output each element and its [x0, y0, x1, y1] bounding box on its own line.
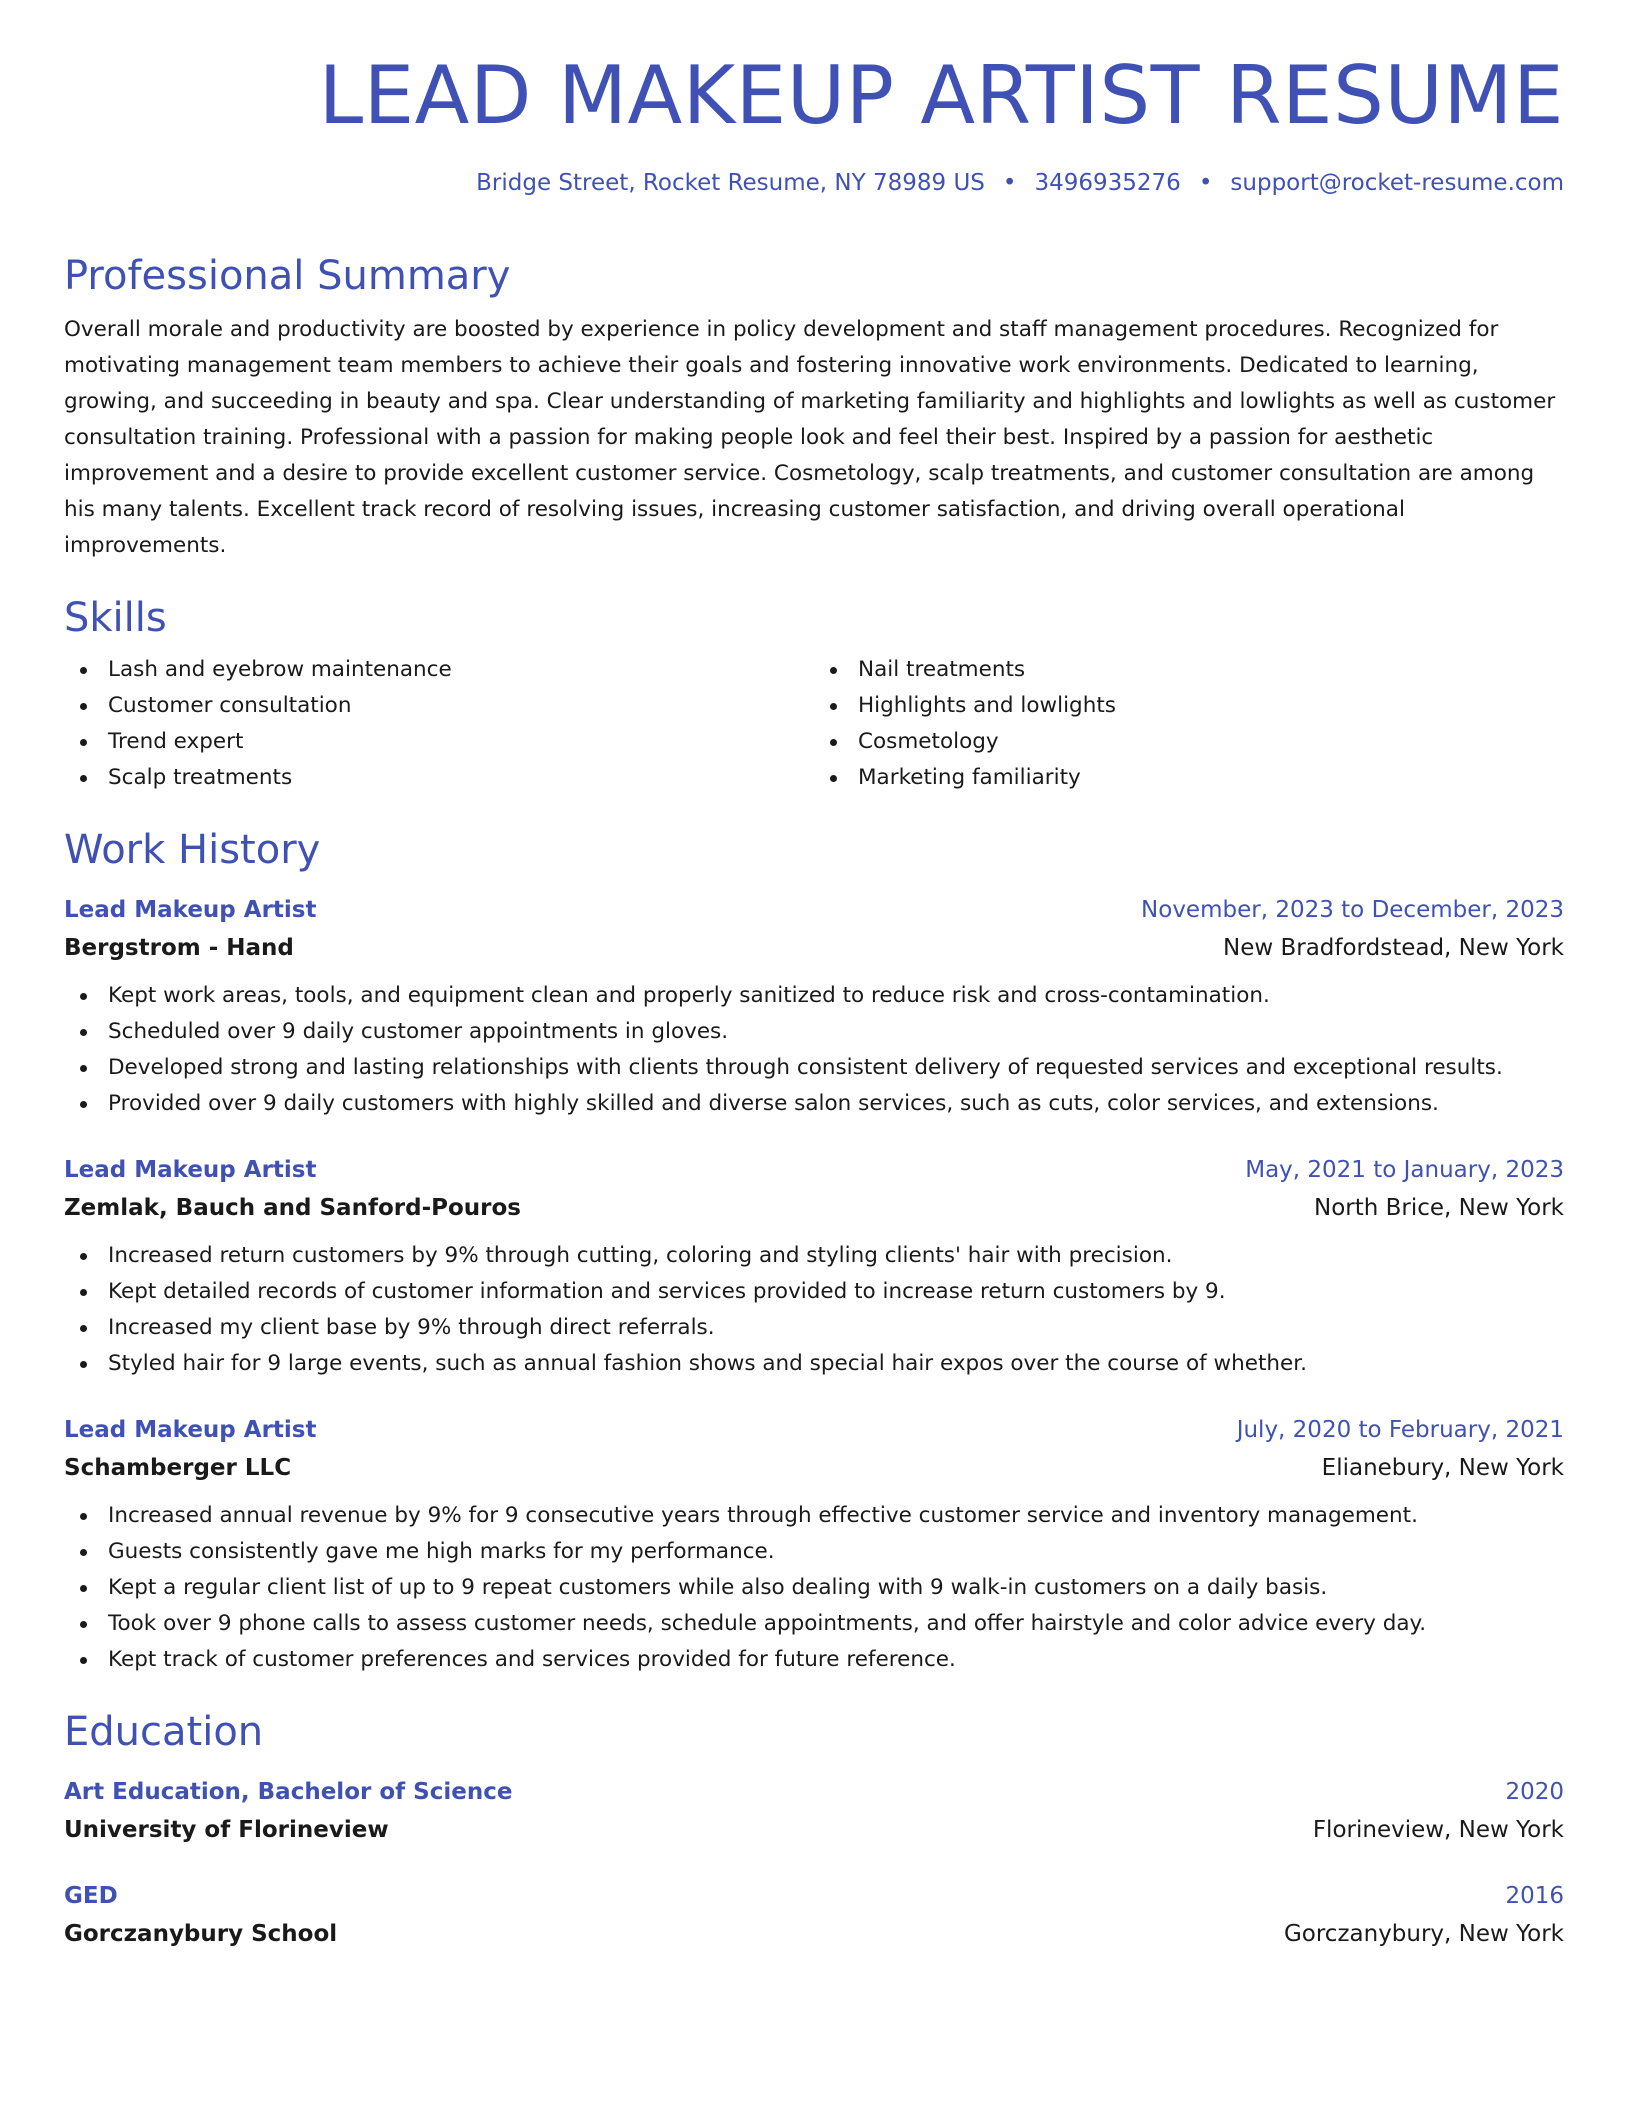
contact-email: support@rocket-resume.com: [1230, 170, 1564, 196]
skill-item: Cosmetology: [814, 724, 1564, 760]
job-company: Schamberger LLC: [64, 1455, 292, 1481]
job-role: Lead Makeup Artist: [64, 1417, 317, 1443]
education-location: Florineview, New York: [1312, 1817, 1564, 1843]
job-dates: November, 2023 to December, 2023: [1141, 897, 1564, 923]
skill-item: Nail treatments: [814, 652, 1564, 688]
job-dates: July, 2020 to February, 2021: [1236, 1417, 1564, 1443]
education-school: University of Florineview: [64, 1817, 389, 1843]
job-bullet: Kept detailed records of customer information and services provided to increase return customers by 9.: [64, 1274, 1564, 1310]
contact-line: [64, 170, 1564, 196]
contact-separator: •: [1198, 170, 1213, 196]
skill-item: Highlights and lowlights: [814, 688, 1564, 724]
skill-item: Lash and eyebrow maintenance: [64, 652, 814, 688]
skills-column-left: [64, 652, 814, 796]
job-bullets: [64, 1238, 1564, 1382]
job-entry: [64, 892, 1564, 1122]
education-year: 2016: [1505, 1883, 1564, 1909]
job-role: Lead Makeup Artist: [64, 1157, 317, 1183]
job-bullet: Kept work areas, tools, and equipment clean and properly sanitized to reduce risk and cross-contamination.: [64, 978, 1564, 1014]
job-location: North Brice, New York: [1313, 1195, 1564, 1221]
education-entry: [64, 1774, 1564, 1850]
education-degree: Art Education, Bachelor of Science: [64, 1779, 513, 1805]
job-bullet: Kept track of customer preferences and services provided for future reference.: [64, 1642, 1564, 1678]
summary-heading: Professional Summary: [64, 253, 511, 299]
job-dates: May, 2021 to January, 2023: [1245, 1157, 1564, 1183]
job-location: Elianebury, New York: [1321, 1455, 1564, 1481]
job-bullets: [64, 978, 1564, 1122]
contact-address: Bridge Street, Rocket Resume, NY 78989 US: [476, 170, 985, 196]
education-school: Gorczanybury School: [64, 1921, 338, 1947]
job-role: Lead Makeup Artist: [64, 897, 317, 923]
skill-item: Customer consultation: [64, 688, 814, 724]
skill-item: Marketing familiarity: [814, 760, 1564, 796]
work-history-heading: Work History: [64, 827, 321, 873]
job-bullets: [64, 1498, 1564, 1678]
job-bullet: Increased return customers by 9% through cutting, coloring and styling clients' hair with precision.: [64, 1238, 1564, 1274]
job-bullet: Took over 9 phone calls to assess customer needs, schedule appointments, and offer hairstyle and color advice every day.: [64, 1606, 1564, 1642]
skills-heading: Skills: [64, 595, 167, 641]
job-entry: [64, 1152, 1564, 1382]
education-location: Gorczanybury, New York: [1283, 1921, 1564, 1947]
job-entry: [64, 1412, 1564, 1678]
education-degree: GED: [64, 1883, 118, 1909]
job-bullet: Guests consistently gave me high marks for my performance.: [64, 1534, 1564, 1570]
education-entry: [64, 1878, 1564, 1954]
skill-item: Trend expert: [64, 724, 814, 760]
contact-phone: 3496935276: [1034, 170, 1181, 196]
job-bullet: Provided over 9 daily customers with highly skilled and diverse salon services, such as cuts, color services, and extensions.: [64, 1086, 1564, 1122]
contact-separator: •: [1002, 170, 1017, 196]
job-company: Bergstrom - Hand: [64, 935, 294, 961]
resume-title: LEAD MAKEUP ARTIST RESUME: [318, 49, 1564, 142]
job-bullet: Increased annual revenue by 9% for 9 consecutive years through effective customer service and inventory management.: [64, 1498, 1564, 1534]
skill-item: Scalp treatments: [64, 760, 814, 796]
skills-list: [64, 652, 1564, 796]
education-year: 2020: [1505, 1779, 1564, 1805]
job-bullet: Developed strong and lasting relationships with clients through consistent delivery of requested services and exceptional results.: [64, 1050, 1564, 1086]
job-company: Zemlak, Bauch and Sanford-Pouros: [64, 1195, 521, 1221]
job-location: New Bradfordstead, New York: [1222, 935, 1564, 961]
education-heading: Education: [64, 1709, 264, 1755]
skills-column-right: [814, 652, 1564, 796]
job-bullet: Increased my client base by 9% through direct referrals.: [64, 1310, 1564, 1346]
job-bullet: Kept a regular client list of up to 9 repeat customers while also dealing with 9 walk-in customers on a daily basis.: [64, 1570, 1564, 1606]
job-bullet: Styled hair for 9 large events, such as annual fashion shows and special hair expos over the course of whether.: [64, 1346, 1564, 1382]
summary-text: Overall morale and productivity are boosted by experience in policy development and staff management procedures. Recognized for motivating management team members to achieve their goals and fostering innovative work environments. Dedicated to learning, growing, and succeeding in beauty and spa. Clear understanding of marketing familiarity and highlights and lowlights as well as customer consultation training. Professional with a passion for making people look and feel their best. Inspired by a passion for aesthetic improvement and a desire to provide excellent customer service. Cosmetology, scalp treatments, and customer consultation are among his many talents. Excellent track record of resolving issues, increasing customer satisfaction, and driving overall operational improvements.: [64, 317, 1556, 558]
job-bullet: Scheduled over 9 daily customer appointments in gloves.: [64, 1014, 1564, 1050]
